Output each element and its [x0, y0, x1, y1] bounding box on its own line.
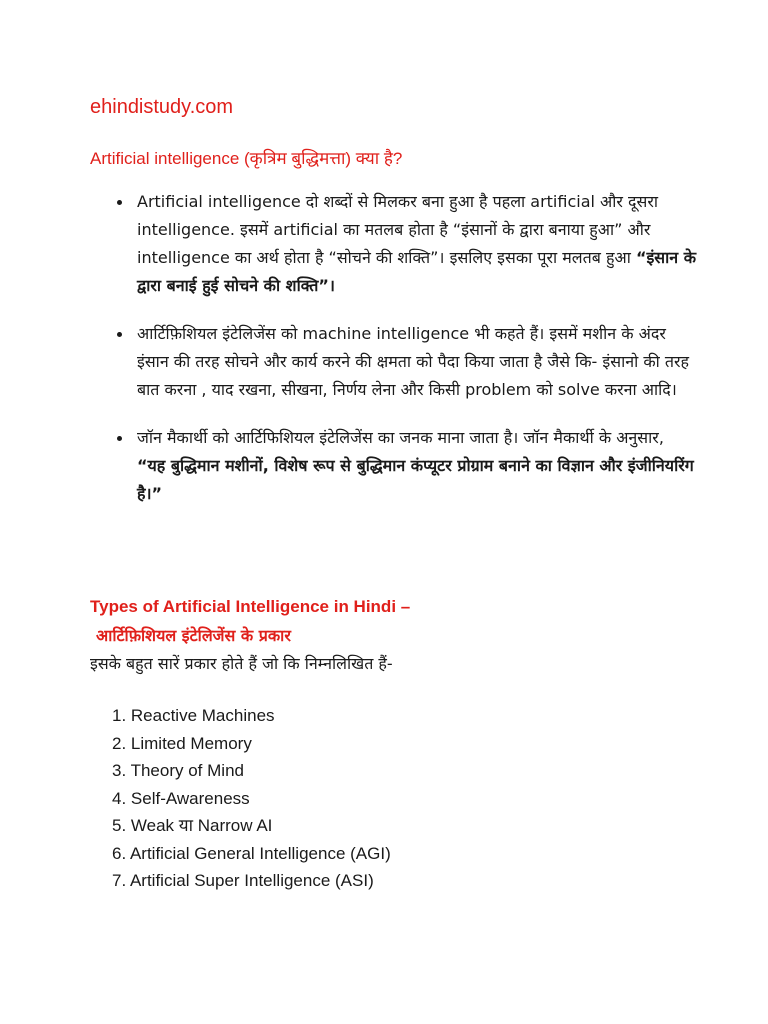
types-heading: Types of Artificial Intelligence in Hindi –: [90, 597, 411, 616]
types-list-item: 4. Self-Awareness: [112, 788, 250, 808]
types-list-item: 1. Reactive Machines: [112, 706, 275, 725]
bullet-text: जॉन मैकार्थी को आर्टिफिशियल इंटेलिजेंस का जनक माना जाता है। जॉन मैकार्थी के अनुसार,: [137, 428, 664, 447]
site-title: ehindistudy.com: [90, 96, 234, 118]
bullet-item-1: [137, 188, 697, 300]
types-intro: इसके बहुत सारें प्रकार होते हैं जो कि निम्नलिखित हैं-: [90, 654, 393, 673]
bullet-bold-text: “यह बुद्धिमान मशीनों, विशेष रूप से बुद्धिमान कंप्यूटर प्रोग्राम बनाने का विज्ञान और इंजीनियरिंग है।”: [137, 456, 694, 503]
definition-bullet-list: [137, 188, 697, 508]
bullet-bold-text: “इंसान के द्वारा बनाई हुई सोचने की शक्ति”।: [137, 248, 697, 295]
types-list-item: 7. Artificial Super Intelligence (ASI): [112, 871, 374, 890]
intro-heading: Artificial intelligence (कृत्रिम बुद्धिमत्ता) क्या है?: [90, 149, 403, 168]
types-list-item: 6. Artificial General Intelligence (AGI): [112, 843, 391, 863]
types-list-item: 3. Theory of Mind: [112, 761, 244, 780]
bullet-text: Artificial intelligence दो शब्दों से मिलकर बना हुआ है पहला artificial और दूसरा intelligence. इसमें artificial का मतलब होता है “इंसानों के द्वारा बनाया हुआ” और intelligence का अर्थ होता है “सोचने की शक्ति”। इसलिए इसका पूरा मलतब हुआ: [137, 192, 659, 267]
bullet-text: आर्टिफ़िशियल इंटेलिजेंस को machine intelligence भी कहते हैं। इसमें मशीन के अंदर इंसान की तरह सोचने और कार्य करने की क्षमता को पैदा किया जाता है जैसे कि- इंसानो की तरह बात करना , याद रखना, सीखना, निर्णय लेना और किसी problem को solve करना आदि।: [137, 324, 690, 399]
types-list-item: 5. Weak या Narrow AI: [112, 816, 273, 835]
types-subheading: आर्टिफ़िशियल इंटेलिजेंस के प्रकार: [96, 626, 291, 645]
bullet-item-2: [137, 320, 697, 404]
bullet-item-3: [137, 424, 697, 508]
types-list-item: 2. Limited Memory: [112, 733, 252, 753]
types-list: [112, 702, 391, 895]
